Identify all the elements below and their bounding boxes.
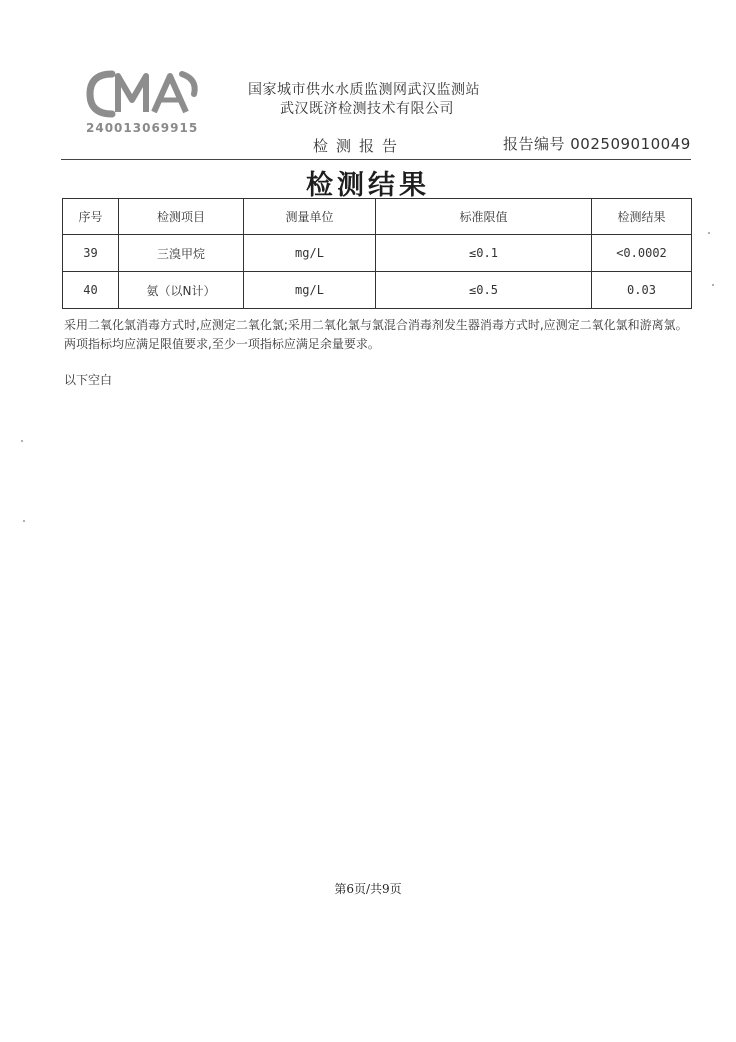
table-row <box>63 235 692 272</box>
cell-index: 40 <box>63 272 119 309</box>
report-label: 检测报告 <box>313 137 406 155</box>
cell-unit: mg/L <box>244 272 376 309</box>
cell-index: 39 <box>63 235 119 272</box>
cma-logo-mark <box>86 66 198 122</box>
cell-limit: ≤0.1 <box>376 235 592 272</box>
cma-certificate-code: 240013069915 <box>86 121 199 135</box>
column-header-limit: 标准限值 <box>376 199 592 235</box>
report-number: 报告编号 002509010049 <box>503 135 691 153</box>
cell-limit: ≤0.5 <box>376 272 592 309</box>
results-table <box>62 198 692 309</box>
column-header-item: 检测项目 <box>119 199 244 235</box>
column-header-unit: 测量单位 <box>244 199 376 235</box>
scan-speck <box>23 520 25 522</box>
column-header-result: 检测结果 <box>592 199 692 235</box>
cell-result: <0.0002 <box>592 235 692 272</box>
cell-item: 三溴甲烷 <box>119 235 244 272</box>
cell-unit: mg/L <box>244 235 376 272</box>
blank-below-marker: 以下空白 <box>64 373 113 387</box>
scan-speck <box>708 232 710 234</box>
disinfection-note: 采用二氧化氯消毒方式时,应测定二氧化氯;采用二氧化氯与氯混合消毒剂发生器消毒方式时,应测定二氧化氯和游离氯。两项指标均应满足限值要求,至少一项指标应满足余量要求。 <box>64 318 688 351</box>
scan-speck <box>21 440 23 442</box>
cma-logo <box>86 66 198 138</box>
header-divider <box>61 159 691 160</box>
cell-item: 氨（以N计） <box>119 272 244 309</box>
org-name-line-2: 武汉既济检测技术有限公司 <box>280 101 454 117</box>
table-header-row <box>63 199 692 235</box>
column-header-index: 序号 <box>63 199 119 235</box>
org-name-line-1: 国家城市供水水质监测网武汉监测站 <box>248 82 480 98</box>
cell-result: 0.03 <box>592 272 692 309</box>
scan-speck <box>712 284 714 286</box>
page-number: 第6页/共9页 <box>334 882 402 896</box>
table-row <box>63 272 692 309</box>
page-title: 检测结果 <box>306 170 430 201</box>
